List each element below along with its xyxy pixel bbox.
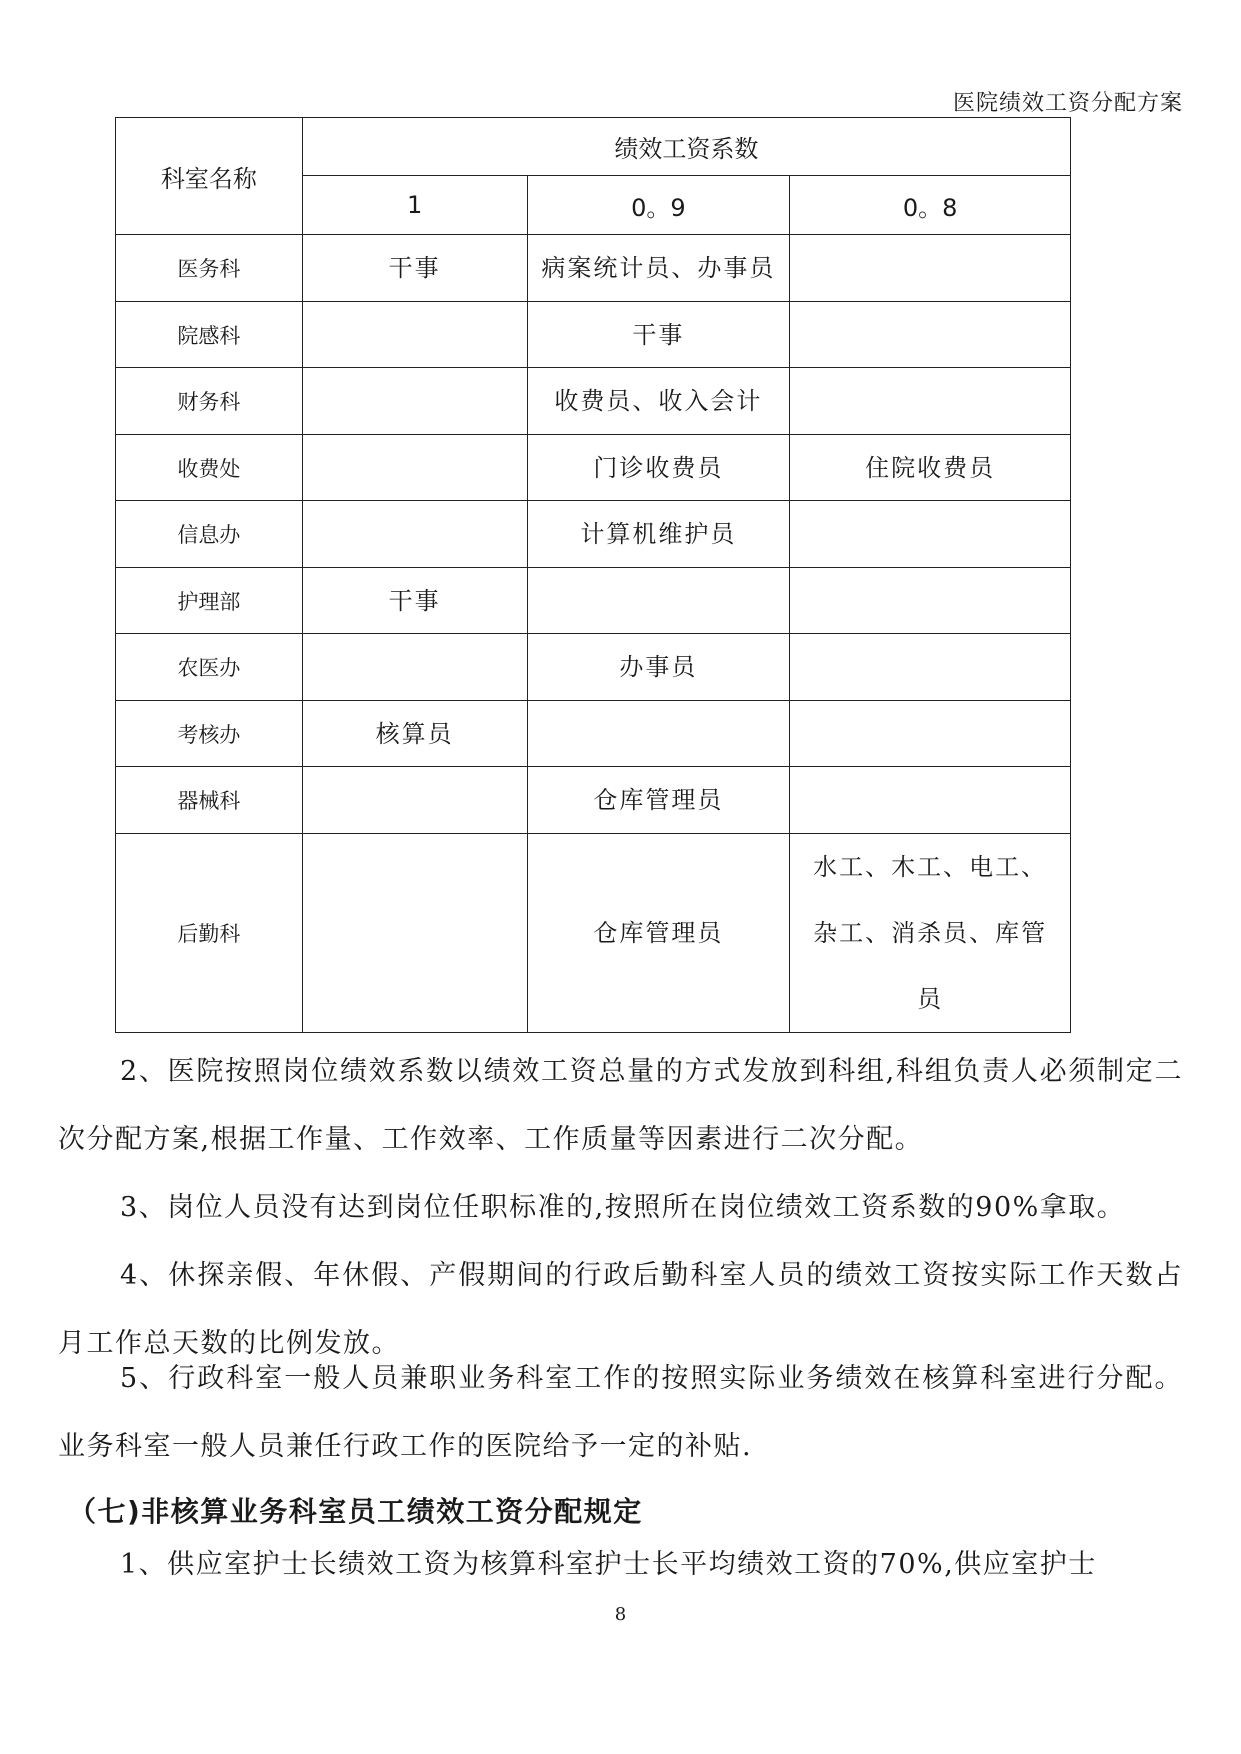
coef3-cell	[790, 501, 1071, 568]
coef3-cell: 住院收费员	[790, 435, 1071, 501]
coef3-cell	[790, 568, 1071, 634]
table-row	[116, 501, 1071, 568]
coef1-cell	[302, 302, 527, 368]
paragraph-5-text: 5、行政科室一般人员兼职业务科室工作的按照实际业务绩效在核算科室进行分配。业务科室一般人员兼任行政工作的医院给予一定的补贴.	[58, 1363, 1183, 1462]
table-row	[116, 368, 1071, 435]
coef2-cell: 病案统计员、办事员	[527, 235, 790, 302]
coef1-cell: 核算员	[302, 701, 527, 767]
coef2-cell	[527, 568, 790, 634]
page-number: 8	[614, 1604, 627, 1625]
dept-cell: 院感科	[116, 302, 303, 368]
table-row	[116, 834, 1071, 1033]
coef-level-2: 0。9	[527, 176, 790, 235]
coef-level-1: 1	[302, 176, 527, 235]
dept-name-header: 科室名称	[116, 118, 303, 235]
coef1-cell: 干事	[302, 568, 527, 634]
table-row	[116, 568, 1071, 634]
coef3-cell	[790, 701, 1071, 767]
coef3-cell	[790, 302, 1071, 368]
coef2-cell	[527, 701, 790, 767]
coef3-cell	[790, 368, 1071, 435]
coef2-cell: 收费员、收入会计	[527, 368, 790, 435]
coef2-cell: 门诊收费员	[527, 435, 790, 501]
coef1-cell	[302, 634, 527, 701]
table-row	[116, 701, 1071, 767]
paragraph-4-text: 4、休探亲假、年休假、产假期间的行政后勤科室人员的绩效工资按实际工作天数占月工作总天数的比例发放。	[58, 1260, 1183, 1359]
coef1-cell	[302, 368, 527, 435]
table-row	[116, 435, 1071, 501]
coefficient-header: 绩效工资系数	[302, 118, 1070, 176]
paragraph-1-text: 1、供应室护士长绩效工资为核算科室护士长平均绩效工资的70%,供应室护士	[120, 1549, 1097, 1580]
dept-cell: 后勤科	[116, 834, 303, 1033]
dept-cell: 考核办	[116, 701, 303, 767]
dept-cell: 信息办	[116, 501, 303, 568]
table-row	[116, 302, 1071, 368]
coef2-cell: 干事	[527, 302, 790, 368]
dept-cell: 护理部	[116, 568, 303, 634]
table-row	[116, 634, 1071, 701]
paragraph-3	[58, 1174, 1183, 1242]
coef2-cell: 办事员	[527, 634, 790, 701]
section-heading: （七)非核算业务科室员工绩效工资分配规定	[68, 1495, 643, 1528]
coef3-cell: 水工、木工、电工、杂工、消杀员、库管员	[790, 834, 1071, 1033]
paragraph-3-text: 3、岗位人员没有达到岗位任职标准的,按照所在岗位绩效工资系数的90%拿取。	[120, 1192, 1126, 1223]
coef-level-3: 0。8	[790, 176, 1071, 235]
coef1-cell	[302, 767, 527, 834]
dept-cell: 农医办	[116, 634, 303, 701]
table-row	[116, 767, 1071, 834]
coef3-cell	[790, 235, 1071, 302]
dept-cell: 器械科	[116, 767, 303, 834]
dept-cell: 医务科	[116, 235, 303, 302]
coef1-cell	[302, 501, 527, 568]
coef3-cell	[790, 634, 1071, 701]
table-row	[116, 235, 1071, 302]
coef3-cell	[790, 767, 1071, 834]
running-header: 医院绩效工资分配方案	[952, 91, 1183, 116]
dept-cell: 财务科	[116, 368, 303, 435]
coef1-cell: 干事	[302, 235, 527, 302]
coef2-cell: 仓库管理员	[527, 834, 790, 1033]
dept-cell: 收费处	[116, 435, 303, 501]
coef1-cell	[302, 834, 527, 1033]
coef1-cell	[302, 435, 527, 501]
paragraph-1	[58, 1531, 1183, 1599]
paragraph-2-text: 2、医院按照岗位绩效系数以绩效工资总量的方式发放到科组,科组负责人必须制定二次分配方案,根据工作量、工作效率、工作质量等因素进行二次分配。	[58, 1056, 1183, 1155]
coef2-cell: 计算机维护员	[527, 501, 790, 568]
paragraph-5	[58, 1345, 1183, 1481]
performance-coefficient-table	[115, 117, 1071, 1033]
paragraph-2	[58, 1038, 1183, 1174]
coef2-cell: 仓库管理员	[527, 767, 790, 834]
